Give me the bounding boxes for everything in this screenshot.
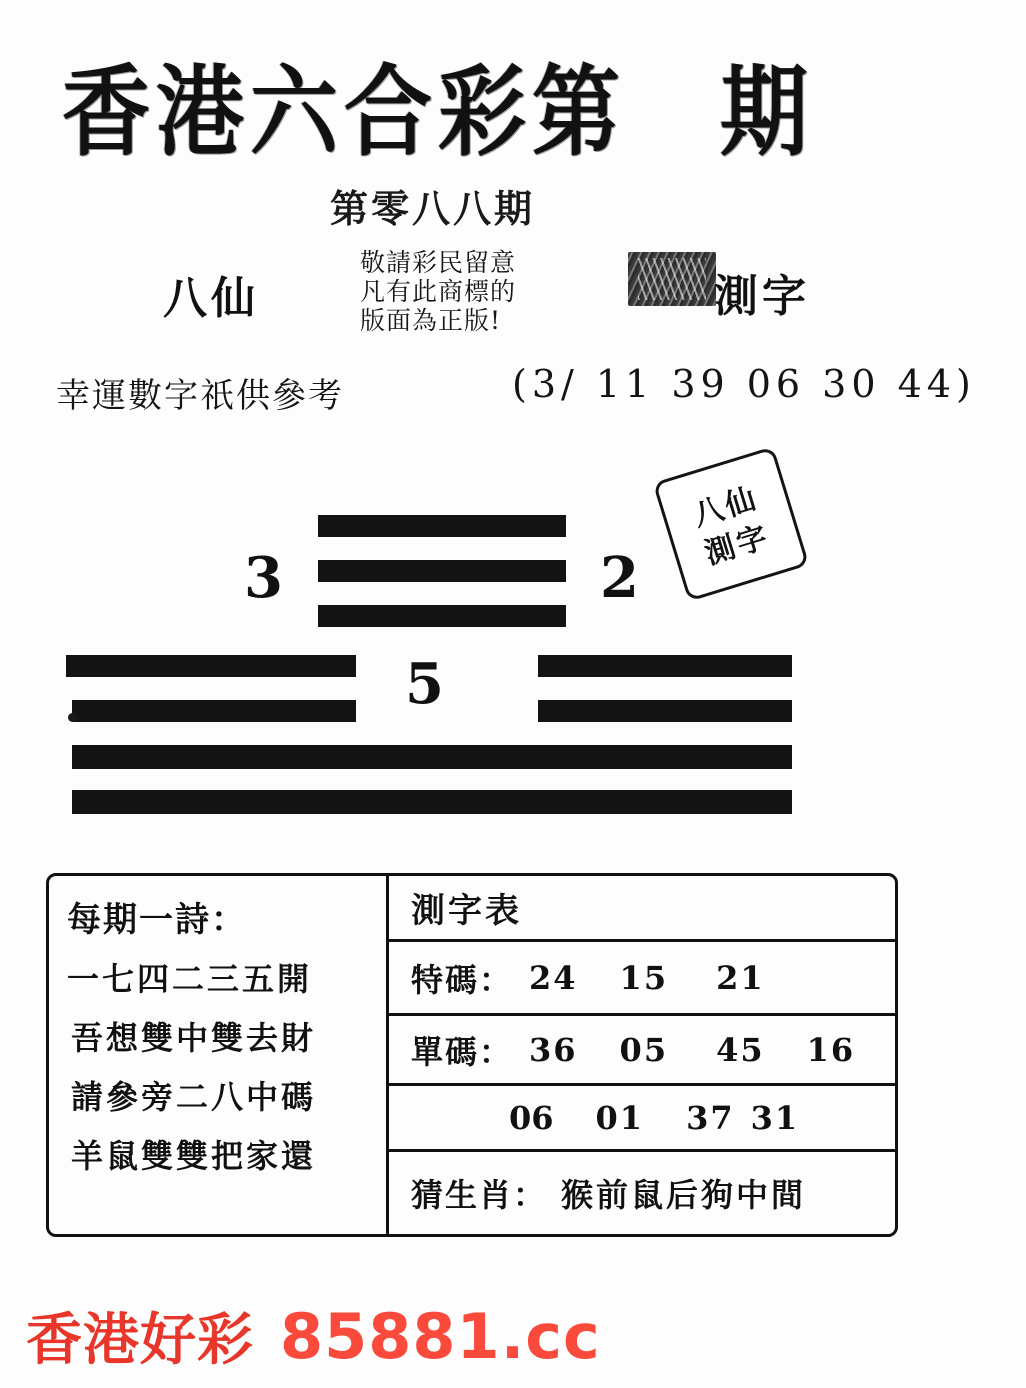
hexagram-digit-center: 5 (405, 651, 444, 717)
single-code-label: 單碼： (411, 1032, 514, 1071)
zodiac-value: 猴前鼠后狗中間 (561, 1176, 807, 1214)
authenticity-notice (360, 248, 610, 335)
number-cell: 15 (619, 958, 669, 997)
footer (26, 1296, 601, 1376)
page-title: 香港六合彩第 期 (62, 53, 815, 170)
number-cell: 01 (595, 1098, 645, 1137)
number-cell: 24 (529, 958, 578, 997)
footer-site-url[interactable]: 85881.cc (280, 1299, 601, 1373)
number-cell: 06 (509, 1098, 554, 1137)
number-cell: 31 (750, 1098, 800, 1137)
notice-line-1: 敬請彩民留意 (360, 248, 517, 277)
poem-line: 吾想雙中雙去財 (71, 1019, 317, 1057)
ink-dot (68, 713, 77, 722)
table-row (389, 1016, 895, 1086)
hexagram-bar-6 (72, 745, 792, 769)
hexagram-bar-4-right (538, 655, 792, 677)
corner-stamp-line-2: 測字 (700, 519, 775, 572)
poem-line: 一七四二三五開 (67, 960, 313, 998)
lucky-numbers-label: 幸運數字祇供參考 (56, 376, 344, 416)
poem-line: 請參旁二八中碼 (71, 1078, 317, 1116)
corner-stamp-line-1: 八仙 (689, 480, 763, 534)
number-cell: 16 (806, 1030, 856, 1069)
hexagram-bar-2 (318, 560, 566, 582)
brand-left-label: 八仙 (163, 273, 259, 324)
special-code-label: 特碼： (411, 960, 514, 999)
hexagram-bar-1 (318, 515, 566, 537)
number-cell: 45 (716, 1030, 765, 1069)
zodiac-row (389, 1152, 895, 1234)
issue-number: 第零八八期 (330, 186, 536, 231)
hexagram-digit-right: 2 (600, 545, 639, 611)
hexagram-bar-5-right (538, 700, 792, 722)
number-cell: 05 (619, 1030, 669, 1069)
notice-line-2: 凡有此商標的 (360, 277, 517, 306)
lucky-numbers-value: (3/ 11 39 06 30 44) (512, 362, 976, 406)
number-cell: 21 (716, 958, 765, 997)
hexagram-bar-5-left (72, 700, 356, 722)
hexagram-bar-7 (72, 790, 792, 814)
hexagram-digit-left: 3 (244, 545, 283, 611)
numbers-panel-title: 測字表 (389, 876, 895, 942)
poem-line: 羊鼠雙雙把家還 (71, 1137, 317, 1175)
hexagram-bar-4-left (66, 655, 356, 677)
poem-title: 每期一詩： (67, 900, 247, 940)
notice-line-3: 版面為正版! (360, 306, 502, 335)
footer-brand: 香港好彩 (26, 1308, 254, 1373)
numbers-panel (389, 876, 895, 1234)
number-cell: 37 (686, 1098, 735, 1137)
table-row (389, 1086, 895, 1152)
bottom-info-table (46, 873, 898, 1237)
table-row (389, 942, 895, 1016)
zodiac-label: 猜生肖： (411, 1176, 548, 1214)
number-cell: 36 (529, 1030, 578, 1069)
poem-panel (49, 876, 389, 1234)
brand-right-label: 測字 (714, 271, 810, 322)
hexagram-diagram (0, 455, 1026, 835)
ink-stamp-icon (628, 252, 716, 306)
hexagram-bar-3 (318, 605, 566, 627)
